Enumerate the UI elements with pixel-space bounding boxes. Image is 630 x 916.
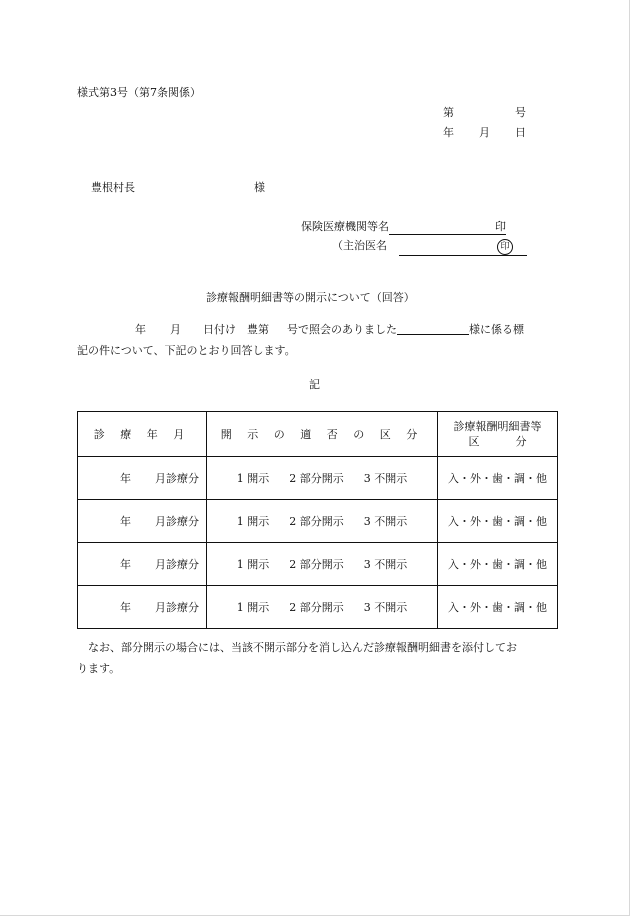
date-day: 日 [515, 126, 526, 139]
cell-month [78, 586, 207, 629]
body-paragraph [77, 319, 557, 361]
body-ref-suffix: 号で照会のありました [287, 323, 397, 336]
cell-category: 入・外・歯・調・他 [438, 586, 558, 629]
cell-disclosure [207, 586, 438, 629]
institution-signature-line [389, 218, 506, 235]
table-row [78, 543, 558, 586]
institution-row [301, 218, 506, 235]
row-month: 月診療分 [155, 515, 199, 528]
option-disclose: 1 開示 [236, 601, 270, 614]
header-category-line1: 診療報酬明細書等 [453, 420, 542, 433]
row-year: 年 [120, 472, 131, 485]
doctor-seal: 印 [497, 239, 513, 255]
row-month: 月診療分 [155, 472, 199, 485]
addressee-honorific: 様 [254, 181, 265, 194]
table-row [78, 457, 558, 500]
doc-number-prefix: 第 [443, 106, 454, 119]
institution-seal: 印 [495, 220, 506, 233]
option-partial: 2 部分開示 [289, 558, 344, 571]
header-category-bun: 分 [515, 435, 527, 448]
body-honorific: 様に係る標 [469, 323, 524, 336]
cell-category: 入・外・歯・調・他 [438, 543, 558, 586]
date-month: 月 [479, 126, 490, 139]
cell-month [78, 543, 207, 586]
cell-category: 入・外・歯・調・他 [438, 500, 558, 543]
doctor-signature-line [399, 239, 527, 256]
note-paragraph [77, 637, 557, 679]
cell-disclosure [207, 543, 438, 586]
disclosure-table [77, 411, 558, 629]
doctor-row [332, 237, 527, 256]
row-year: 年 [120, 558, 131, 571]
option-nondisclose: 3 不開示 [363, 515, 408, 528]
option-partial: 2 部分開示 [289, 515, 344, 528]
option-disclose: 1 開示 [236, 472, 270, 485]
row-month: 月診療分 [155, 558, 199, 571]
header-category [438, 412, 558, 457]
ki-heading: 記 [309, 378, 320, 391]
note-line-1: なお、部分開示の場合には、当該不開示部分を消し込んだ診療報酬明細書を添付してお [88, 641, 517, 654]
cell-disclosure [207, 457, 438, 500]
body-ref-prefix: 豊第 [247, 323, 269, 336]
note-line-2: ります。 [77, 662, 121, 675]
row-month: 月診療分 [155, 601, 199, 614]
header-disclosure: 開 示 の 適 否 の 区 分 [207, 412, 438, 457]
doc-number-suffix: 号 [515, 106, 526, 119]
page-title: 診療報酬明細書等の開示について（回答） [206, 291, 415, 304]
option-nondisclose: 3 不開示 [363, 558, 408, 571]
row-year: 年 [120, 601, 131, 614]
row-year: 年 [120, 515, 131, 528]
institution-label: 保険医療機関等名 [301, 220, 389, 233]
patient-name-line [397, 321, 469, 335]
body-month: 月 [170, 323, 181, 336]
table-row [78, 586, 558, 629]
form-number: 様式第3号（第7条関係） [77, 86, 201, 99]
option-nondisclose: 3 不開示 [363, 601, 408, 614]
body-dated: 日付け [203, 323, 236, 336]
option-disclose: 1 開示 [236, 558, 270, 571]
cell-month [78, 500, 207, 543]
cell-category: 入・外・歯・調・他 [438, 457, 558, 500]
table-row [78, 500, 558, 543]
cell-disclosure [207, 500, 438, 543]
cell-month [78, 457, 207, 500]
option-nondisclose: 3 不開示 [363, 472, 408, 485]
option-disclose: 1 開示 [236, 515, 270, 528]
addressee: 豊根村長 [91, 181, 135, 194]
doctor-label: （主治医名 [332, 239, 387, 252]
option-partial: 2 部分開示 [289, 472, 344, 485]
option-partial: 2 部分開示 [289, 601, 344, 614]
body-year: 年 [135, 323, 146, 336]
table-header-row [78, 412, 558, 457]
header-category-ku: 区 [468, 435, 480, 448]
body-line-2: 記の件について、下記のとおり回答します。 [77, 344, 296, 357]
header-month: 診 療 年 月 [78, 412, 207, 457]
date-year: 年 [443, 126, 454, 139]
